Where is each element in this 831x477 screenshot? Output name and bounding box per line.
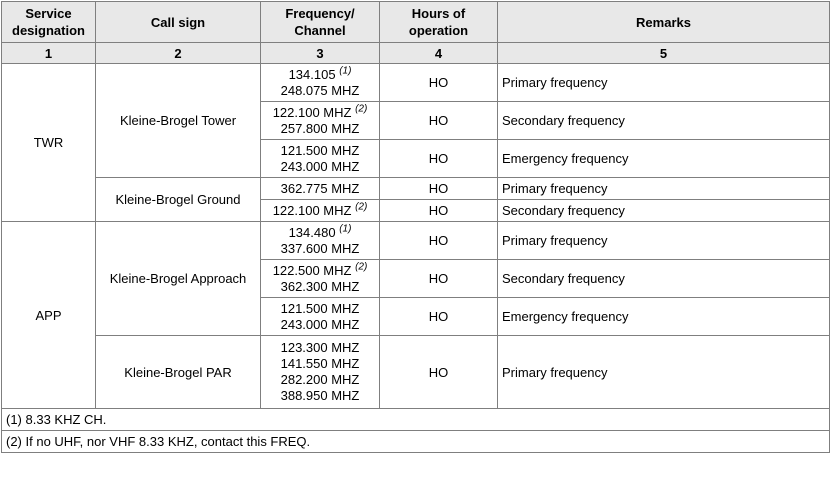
note-row — [2, 409, 830, 431]
footnote-ref: (1) — [339, 223, 352, 235]
header-service-designation: Service designation — [2, 2, 96, 43]
hours-cell: HO — [380, 260, 498, 298]
hours-cell: HO — [380, 64, 498, 102]
footnote-1: (1) 8.33 KHZ CH. — [2, 409, 830, 431]
frequency-value: 362.775 MHZ — [280, 180, 360, 196]
frequency-cell — [261, 64, 380, 102]
frequency-cell — [261, 336, 380, 409]
frequency-value: 123.300 MHZ — [280, 340, 360, 355]
frequency-value: 243.000 MHZ — [280, 316, 360, 332]
frequency-cell — [261, 140, 380, 178]
column-number: 1 — [2, 43, 96, 64]
frequency-cell — [261, 298, 380, 336]
note-row — [2, 431, 830, 453]
hours-cell: HO — [380, 336, 498, 409]
service-twr: TWR — [2, 64, 96, 222]
frequency-value: 282.200 MHZ — [280, 372, 360, 387]
header-remarks: Remarks — [498, 2, 830, 43]
frequency-cell — [261, 200, 380, 222]
remark-cell: Secondary frequency — [498, 200, 830, 222]
table-row — [2, 336, 830, 409]
frequency-table-container — [1, 1, 830, 453]
remark-cell: Primary frequency — [498, 222, 830, 260]
table-row — [2, 64, 830, 102]
column-number: 4 — [380, 43, 498, 64]
frequency-value: 257.800 MHZ — [280, 120, 360, 136]
header-frequency: Frequency/ Channel — [261, 2, 380, 43]
table-row — [2, 178, 830, 200]
frequency-value: 122.100 MHZ — [272, 202, 352, 218]
footnote-ref: (2) — [355, 261, 368, 273]
hours-cell: HO — [380, 298, 498, 336]
frequency-value: 362.300 MHZ — [280, 278, 360, 294]
frequency-cell — [261, 102, 380, 140]
header-hours: Hours of operation — [380, 2, 498, 43]
frequency-value: 141.550 MHZ — [280, 356, 360, 371]
footnote-ref: (1) — [339, 65, 352, 77]
frequency-value: 243.000 MHZ — [280, 158, 360, 174]
table-row — [2, 222, 830, 260]
hours-cell: HO — [380, 222, 498, 260]
footnote-ref: (2) — [355, 201, 368, 213]
remark-cell: Primary frequency — [498, 336, 830, 409]
service-app: APP — [2, 222, 96, 409]
frequency-value: 122.100 MHZ — [272, 104, 352, 120]
callsign-ground: Kleine-Brogel Ground — [96, 178, 261, 222]
hours-cell: HO — [380, 200, 498, 222]
remark-cell: Secondary frequency — [498, 260, 830, 298]
footnote-ref: (2) — [355, 103, 368, 115]
hours-cell: HO — [380, 140, 498, 178]
frequency-value: 122.500 MHZ — [272, 262, 352, 278]
header-call-sign: Call sign — [96, 2, 261, 43]
frequency-value: 121.500 MHZ — [280, 142, 360, 158]
callsign-approach: Kleine-Brogel Approach — [96, 222, 261, 336]
callsign-tower: Kleine-Brogel Tower — [96, 64, 261, 178]
remark-cell: Primary frequency — [498, 64, 830, 102]
callsign-par: Kleine-Brogel PAR — [96, 336, 261, 409]
frequency-value: 388.950 MHZ — [280, 388, 360, 403]
remark-cell: Emergency frequency — [498, 298, 830, 336]
column-number-row — [2, 43, 830, 64]
column-number: 2 — [96, 43, 261, 64]
frequency-value: 134.480 — [288, 224, 336, 240]
frequency-value: 248.075 MHZ — [280, 82, 360, 98]
frequency-value: 121.500 MHZ — [280, 300, 360, 316]
frequency-value: 134.105 — [288, 66, 336, 82]
column-number: 3 — [261, 43, 380, 64]
remark-cell: Secondary frequency — [498, 102, 830, 140]
hours-cell: HO — [380, 102, 498, 140]
column-number: 5 — [498, 43, 830, 64]
frequency-cell — [261, 260, 380, 298]
hours-cell: HO — [380, 178, 498, 200]
frequency-cell — [261, 178, 380, 200]
frequency-cell — [261, 222, 380, 260]
remark-cell: Emergency frequency — [498, 140, 830, 178]
remark-cell: Primary frequency — [498, 178, 830, 200]
frequency-table — [1, 1, 830, 453]
footnote-2: (2) If no UHF, nor VHF 8.33 KHZ, contact this FREQ. — [2, 431, 830, 453]
frequency-value: 337.600 MHZ — [280, 240, 360, 256]
